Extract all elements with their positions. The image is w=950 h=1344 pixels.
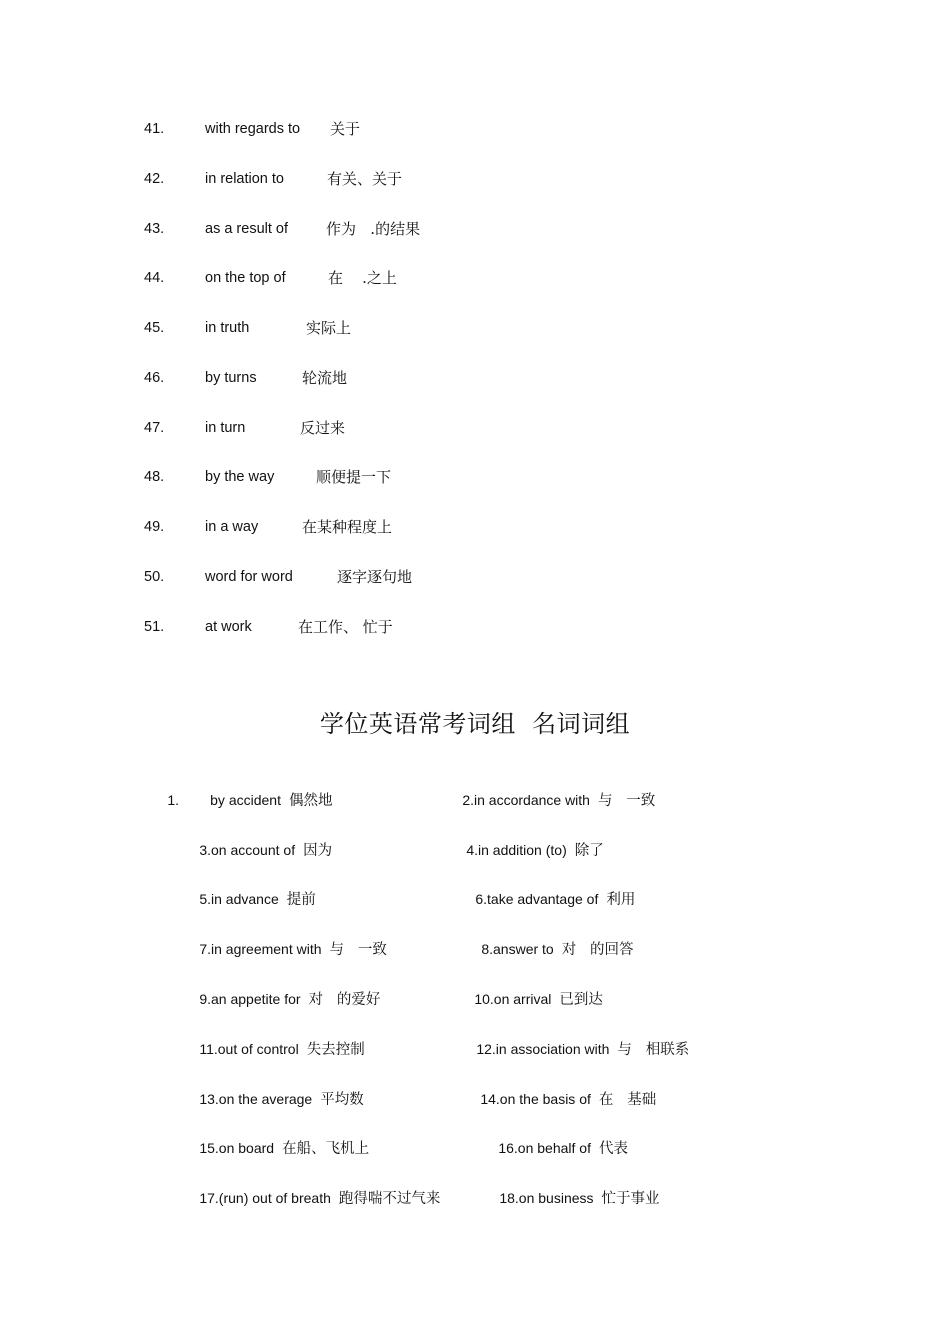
phrase-english: on the top of bbox=[205, 270, 286, 286]
pair-right-english: 14.on the basis of bbox=[480, 1091, 591, 1107]
pair-right-chinese: 与 相联系 bbox=[617, 1042, 690, 1058]
pair-left-english: 11.out of control bbox=[199, 1041, 299, 1057]
pair-left-chinese: 偶然地 bbox=[288, 793, 333, 809]
pair-right-english: 18.on business bbox=[499, 1190, 594, 1206]
phrase-chinese: 反过来 bbox=[300, 419, 346, 437]
phrase-chinese: 在 .之上 bbox=[328, 269, 397, 287]
pair-right-english: 4.in addition (to) bbox=[466, 842, 567, 858]
phrase-english: as a result of bbox=[205, 221, 289, 237]
phrase-number: 43. bbox=[144, 221, 165, 237]
pair-right-chinese: 除了 bbox=[574, 843, 604, 859]
phrase-number: 46. bbox=[144, 370, 165, 386]
pair-left-english: 5.in advance bbox=[199, 891, 279, 907]
pair-left-chinese: 平均数 bbox=[320, 1092, 364, 1108]
pair-right-english: 16.on behalf of bbox=[498, 1140, 591, 1156]
phrase-chinese: 逐字逐句地 bbox=[337, 568, 413, 586]
phrase-chinese: 在某种程度上 bbox=[302, 518, 393, 536]
phrase-chinese: 关于 bbox=[330, 120, 361, 138]
phrase-number: 44. bbox=[144, 270, 165, 286]
pair-right-chinese: 对 的回答 bbox=[561, 942, 634, 958]
phrase-number: 51. bbox=[144, 619, 165, 635]
phrase-number: 48. bbox=[144, 469, 165, 485]
pair-right-chinese: 忙于事业 bbox=[601, 1191, 660, 1207]
phrase-chinese: 轮流地 bbox=[302, 369, 348, 387]
pair-left-chinese: 提前 bbox=[286, 892, 316, 908]
pair-right-english: 10.on arrival bbox=[474, 991, 552, 1007]
phrase-english: at work bbox=[205, 619, 252, 635]
phrase-chinese: 在工作、 忙于 bbox=[298, 618, 393, 636]
pair-left-english: 1. by accident bbox=[167, 792, 281, 808]
pair-right-english: 8.answer to bbox=[481, 941, 554, 957]
phrase-english: by turns bbox=[205, 370, 257, 386]
pair-left-english: 17.(run) out of breath bbox=[199, 1190, 331, 1206]
pair-right-chinese: 利用 bbox=[606, 892, 636, 908]
pair-right-chinese: 在 基础 bbox=[598, 1092, 657, 1108]
section-title: 学位英语常考词组 名词词组 bbox=[319, 710, 631, 738]
pair-right-chinese: 代表 bbox=[598, 1141, 628, 1157]
phrase-number: 47. bbox=[144, 420, 165, 436]
pair-left-chinese: 失去控制 bbox=[306, 1042, 365, 1058]
phrase-english: with regards to bbox=[205, 121, 301, 137]
phrase-english: in a way bbox=[205, 519, 259, 535]
phrase-number: 41. bbox=[144, 121, 165, 137]
pair-left-english: 3.on account of bbox=[199, 842, 296, 858]
pair-left-english: 13.on the average bbox=[199, 1091, 313, 1107]
phrase-chinese: 顺便提一下 bbox=[316, 468, 392, 486]
phrase-chinese: 实际上 bbox=[306, 319, 352, 337]
phrase-number: 45. bbox=[144, 320, 165, 336]
pair-right-english: 2.in accordance with bbox=[462, 792, 590, 808]
phrase-number: 50. bbox=[144, 569, 165, 585]
pair-left-english: 9.an appetite for bbox=[199, 991, 301, 1007]
phrase-number: 42. bbox=[144, 171, 165, 187]
phrase-english: in relation to bbox=[205, 171, 284, 187]
phrase-english: in turn bbox=[205, 420, 246, 436]
pair-right-english: 12.in association with bbox=[476, 1041, 610, 1057]
pair-left-chinese: 因为 bbox=[303, 843, 333, 859]
pair-left-english: 7.in agreement with bbox=[199, 941, 322, 957]
pair-left-chinese: 在船、飞机上 bbox=[282, 1141, 370, 1157]
phrase-chinese: 有关、关于 bbox=[327, 170, 403, 188]
pair-right-chinese: 已到达 bbox=[559, 992, 603, 1008]
phrase-number: 49. bbox=[144, 519, 165, 535]
phrase-english: in truth bbox=[205, 320, 250, 336]
pair-right-english: 6.take advantage of bbox=[475, 891, 599, 907]
pair-left-english: 15.on board bbox=[199, 1140, 275, 1156]
phrase-chinese: 作为 .的结果 bbox=[326, 220, 421, 238]
pair-left-chinese: 与 一致 bbox=[329, 942, 387, 958]
phrase-english: word for word bbox=[205, 569, 293, 585]
pair-right-chinese: 与 一致 bbox=[597, 793, 656, 809]
pair-left-chinese: 对 的爱好 bbox=[308, 992, 381, 1008]
pair-left-chinese: 跑得喘不过气来 bbox=[338, 1191, 441, 1207]
phrase-english: by the way bbox=[205, 469, 275, 485]
